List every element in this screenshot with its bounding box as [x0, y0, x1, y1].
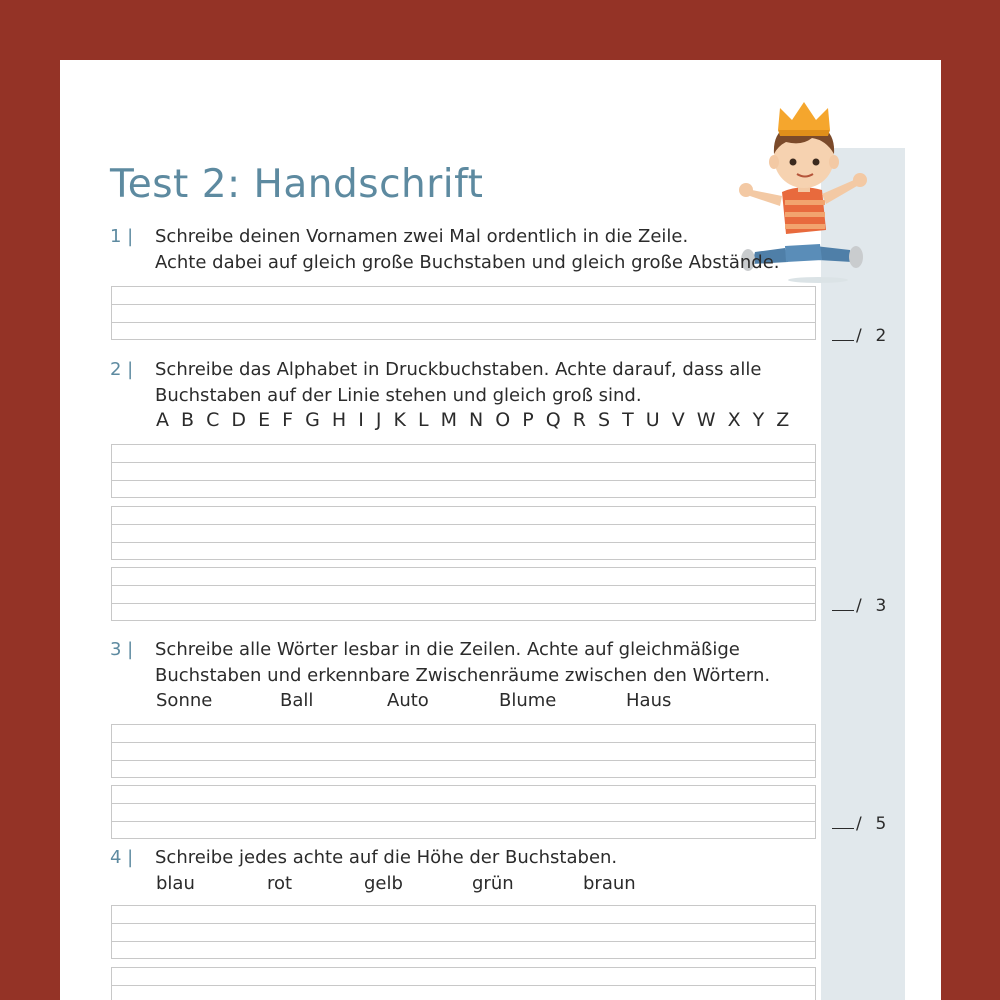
- instruction-line: Schreibe das Alphabet in Druckbuchstaben. Achte darauf, dass alle: [155, 359, 762, 380]
- sample-word: Blume: [499, 690, 557, 711]
- instruction-line: Schreibe jedes achte auf die Höhe der Buchstaben.: [155, 847, 618, 868]
- instruction-line: Buchstaben auf der Linie stehen und gleich groß sind.: [155, 385, 642, 406]
- task-number: 1 |: [110, 226, 134, 247]
- sample-word: Auto: [387, 690, 429, 711]
- sample-word: grün: [472, 873, 514, 894]
- writing-lines[interactable]: [111, 967, 816, 1000]
- instruction-line: Achte dabei auf gleich große Buchstaben und gleich große Abstände.: [155, 252, 780, 273]
- task-instruction: [155, 224, 835, 276]
- instruction-line: Buchstaben und erkennbare Zwischenräume zwischen den Wörtern.: [155, 665, 771, 686]
- score-separator: /: [856, 596, 863, 616]
- score-field[interactable]: [832, 596, 887, 616]
- score-total: 3: [875, 596, 888, 616]
- task-number: 4 |: [110, 847, 134, 868]
- writing-lines[interactable]: [111, 444, 816, 498]
- task-instruction: [155, 637, 835, 689]
- writing-lines[interactable]: [111, 905, 816, 959]
- score-separator: /: [856, 814, 863, 834]
- sample-word: blau: [156, 873, 195, 894]
- worksheet-page: [60, 60, 941, 1000]
- score-total: 2: [875, 326, 888, 346]
- task-number: 3 |: [110, 639, 134, 660]
- task-instruction: [155, 845, 835, 871]
- sample-word: gelb: [364, 873, 403, 894]
- score-field[interactable]: [832, 326, 887, 346]
- writing-lines[interactable]: [111, 567, 816, 621]
- task-instruction: [155, 357, 835, 409]
- score-total: 5: [875, 814, 888, 834]
- writing-lines[interactable]: [111, 785, 816, 839]
- writing-lines[interactable]: [111, 506, 816, 560]
- score-blank[interactable]: [832, 327, 854, 341]
- score-field[interactable]: [832, 814, 887, 834]
- sample-word: rot: [267, 873, 293, 894]
- writing-lines[interactable]: [111, 286, 816, 340]
- task-number: 2 |: [110, 359, 134, 380]
- page-title: Test 2: Handschrift: [110, 162, 484, 207]
- sample-word: Haus: [626, 690, 672, 711]
- instruction-line: Schreibe alle Wörter lesbar in die Zeilen. Achte auf gleichmäßige: [155, 639, 740, 660]
- writing-lines[interactable]: [111, 724, 816, 778]
- score-blank[interactable]: [832, 815, 854, 829]
- sample-word: Ball: [280, 690, 314, 711]
- score-separator: /: [856, 326, 863, 346]
- sample-word: Sonne: [156, 690, 213, 711]
- alphabet-sample: A B C D E F G H I J K L M N O P Q R S T U V W X Y Z: [156, 409, 793, 431]
- instruction-line: Schreibe deinen Vornamen zwei Mal ordentlich in die Zeile.: [155, 226, 689, 247]
- sample-word: braun: [583, 873, 636, 894]
- score-blank[interactable]: [832, 597, 854, 611]
